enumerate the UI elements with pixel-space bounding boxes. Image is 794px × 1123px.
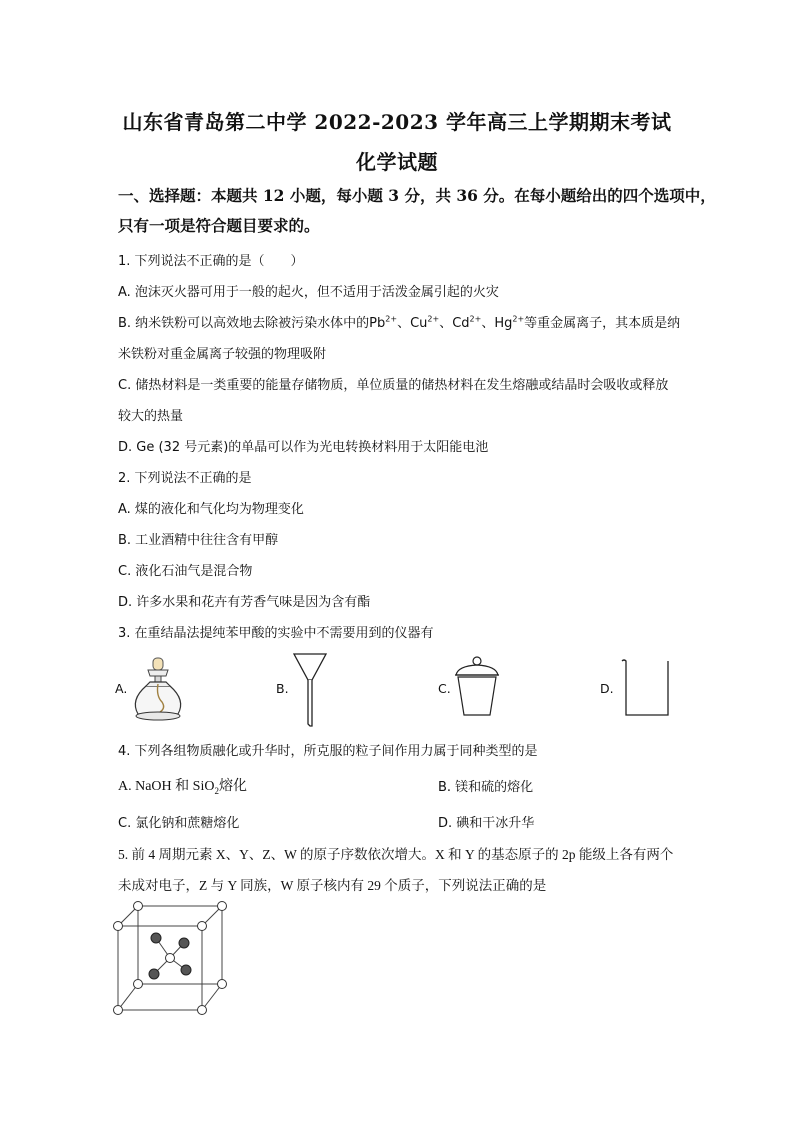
q1-b-text-1: B. 纳米铁粉可以高效地去除被污染水体中的Pb xyxy=(118,316,386,331)
q3-stem: 3. 在重结晶法提纯苯甲酸的实验中不需要用到的仪器有 xyxy=(118,626,434,641)
q4-stem: 4. 下列各组物质融化或升华时，所克服的粒子间作用力属于同种类型的是 xyxy=(118,744,538,759)
funnel-icon xyxy=(292,652,328,728)
q2-option-b: B. 工业酒精中往往含有甲醇 xyxy=(118,533,279,548)
q1-option-c-cont: 较大的热量 xyxy=(118,409,184,424)
section-heading-line1: 一、选择题：本题共 12 小题，每小题 3 分，共 36 分。在每小题给出的四个选项中， xyxy=(118,186,716,205)
q1-option-c: C. 储热材料是一类重要的能量存储物质，单位质量的储热材料在发生熔融或结晶时会吸收或释放 xyxy=(118,378,669,393)
beaker-icon xyxy=(618,657,672,719)
q3-option-b-label: B. xyxy=(276,681,289,696)
crystal-cell-diagram xyxy=(110,898,230,1022)
q2-option-a: A. 煤的液化和气化均为物理变化 xyxy=(118,502,304,517)
q3-option-d-label: D. xyxy=(600,681,614,696)
q1-option-b-cont: 米铁粉对重金属离子较强的物理吸附 xyxy=(118,347,327,362)
q5-stem-line1: 5. 前 4 周期元素 X、Y、Z、W 的原子序数依次增大。X 和 Y 的基态原子的 2p 能级上各有两个 xyxy=(118,847,674,862)
alcohol-lamp-icon xyxy=(126,656,190,722)
q1-stem: 1. 下列说法不正确的是（ ） xyxy=(118,254,304,269)
q1-b-text-2: 、Cu xyxy=(397,316,428,331)
q1-b-charge-4: 2+ xyxy=(512,314,525,324)
q1-b-text-5: 等重金属离子，其本质是纳 xyxy=(524,316,681,331)
q4-option-a xyxy=(118,775,247,795)
q4-option-d: D. 碘和干冰升华 xyxy=(438,816,535,831)
q3-option-c-label: C. xyxy=(438,681,451,696)
q4-option-b: B. 镁和硫的熔化 xyxy=(438,780,534,795)
q1-option-a: A. 泡沫灭火器可用于一般的起火，但不适用于活泼金属引起的火灾 xyxy=(118,285,499,300)
q1-b-text-3: 、Cd xyxy=(439,316,470,331)
q2-option-c: C. 液化石油气是混合物 xyxy=(118,564,253,579)
crucible-icon xyxy=(452,655,502,719)
q4-a-text-end: 熔化 xyxy=(218,779,247,794)
section-heading-line2: 只有一项是符合题目要求的。 xyxy=(118,216,320,235)
q1-option-d: D. Ge (32 号元素)的单晶可以作为光电转换材料用于太阳能电池 xyxy=(118,440,489,455)
q3-option-a-label: A. xyxy=(115,681,128,696)
exam-subtitle: 化学试题 xyxy=(356,150,438,174)
q1-b-charge-3: 2+ xyxy=(469,314,482,324)
q4-option-c: C. 氯化钠和蔗糖熔化 xyxy=(118,816,240,831)
q1-b-charge-2: 2+ xyxy=(427,314,440,324)
q1-b-text-4: 、Hg xyxy=(481,316,513,331)
q2-stem: 2. 下列说法不正确的是 xyxy=(118,471,252,486)
section-heading xyxy=(118,181,718,241)
q1-b-charge-1: 2+ xyxy=(385,314,398,324)
q5-stem-line2: 未成对电子，Z 与 Y 同族，W 原子核内有 29 个质子，下列说法正确的是 xyxy=(118,878,547,893)
q1-option-b xyxy=(118,312,680,331)
q4-a-subscript: 2 xyxy=(214,785,219,796)
exam-title: 山东省青岛第二中学 2022-2023 学年高三上学期期末考试 xyxy=(122,110,672,134)
q4-a-text: A. NaOH 和 SiO xyxy=(118,779,215,794)
q2-option-d: D. 许多水果和花卉有芳香气味是因为含有酯 xyxy=(118,595,371,610)
